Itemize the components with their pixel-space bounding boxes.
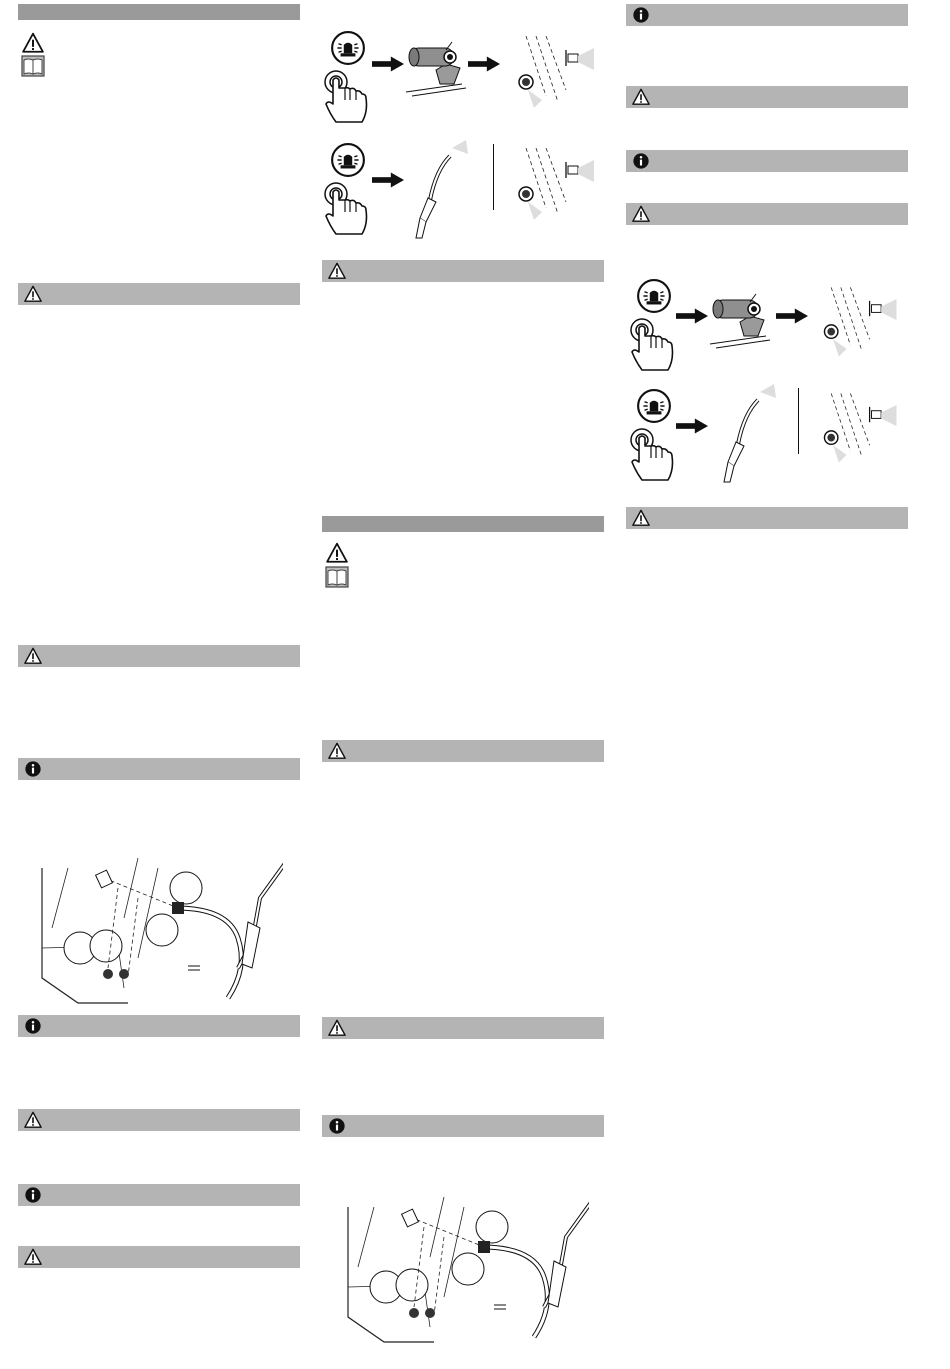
hose-reel-illustration (706, 290, 786, 350)
info-circle-icon (632, 6, 650, 24)
wall-outlet-illustration (506, 36, 606, 108)
info-circle-icon (328, 1117, 346, 1135)
arrow-right-icon (776, 308, 808, 324)
beacon-light-icon (330, 30, 366, 66)
hose-connection-illustration (38, 858, 283, 1006)
info-circle-icon (24, 760, 42, 778)
info-bar (322, 1115, 604, 1137)
hand-press-icon (322, 180, 372, 238)
hand-press-icon (628, 316, 678, 374)
warning-bar (626, 203, 908, 225)
warning-triangle-icon (328, 742, 346, 760)
info-bar (626, 150, 908, 172)
warning-triangle-icon (24, 1248, 42, 1266)
warning-triangle-icon (632, 205, 650, 223)
hand-press-icon (322, 68, 372, 126)
section-header-bar (322, 516, 604, 532)
warning-triangle-icon (328, 1019, 346, 1037)
info-bar (18, 1015, 300, 1037)
warning-bar (626, 507, 908, 529)
hand-press-icon (628, 426, 678, 484)
manual-book-icon (20, 55, 46, 77)
wall-outlet-illustration (812, 286, 908, 358)
column-2 (322, 0, 604, 1369)
warning-triangle-icon (324, 542, 350, 564)
section-header-bar (18, 4, 300, 20)
column-3 (626, 0, 908, 1369)
spray-gun-illustration (406, 140, 476, 240)
warning-bar (322, 740, 604, 762)
warning-bar (18, 645, 300, 667)
beacon-light-icon (636, 278, 672, 314)
info-bar (18, 1184, 300, 1206)
warning-bar (18, 1246, 300, 1268)
warning-triangle-icon (24, 647, 42, 665)
info-bar (626, 4, 908, 26)
info-circle-icon (24, 1186, 42, 1204)
warning-bar (322, 1017, 604, 1039)
beacon-light-icon (330, 142, 366, 178)
wall-outlet-illustration (812, 392, 908, 464)
warning-triangle-icon (632, 88, 650, 106)
wall-outlet-illustration (506, 148, 606, 220)
info-circle-icon (24, 1017, 42, 1035)
warning-bar (18, 1109, 300, 1131)
warning-triangle-icon (20, 32, 46, 54)
divider (798, 388, 799, 454)
divider (493, 144, 494, 210)
arrow-right-icon (676, 418, 708, 434)
info-bar (18, 758, 300, 780)
arrow-right-icon (372, 172, 404, 188)
warning-bar (322, 260, 604, 282)
warning-triangle-icon (24, 285, 42, 303)
hose-connection-illustration (344, 1196, 589, 1346)
warning-triangle-icon (24, 1111, 42, 1129)
warning-bar (626, 86, 908, 108)
warning-triangle-icon (632, 509, 650, 527)
info-circle-icon (632, 152, 650, 170)
arrow-right-icon (468, 56, 500, 72)
manual-book-icon (324, 566, 350, 588)
arrow-right-icon (676, 308, 708, 324)
warning-triangle-icon (328, 262, 346, 280)
column-1 (18, 0, 300, 1369)
beacon-light-icon (636, 388, 672, 424)
spray-gun-illustration (714, 384, 784, 484)
warning-bar (18, 283, 300, 305)
arrow-right-icon (372, 56, 404, 72)
